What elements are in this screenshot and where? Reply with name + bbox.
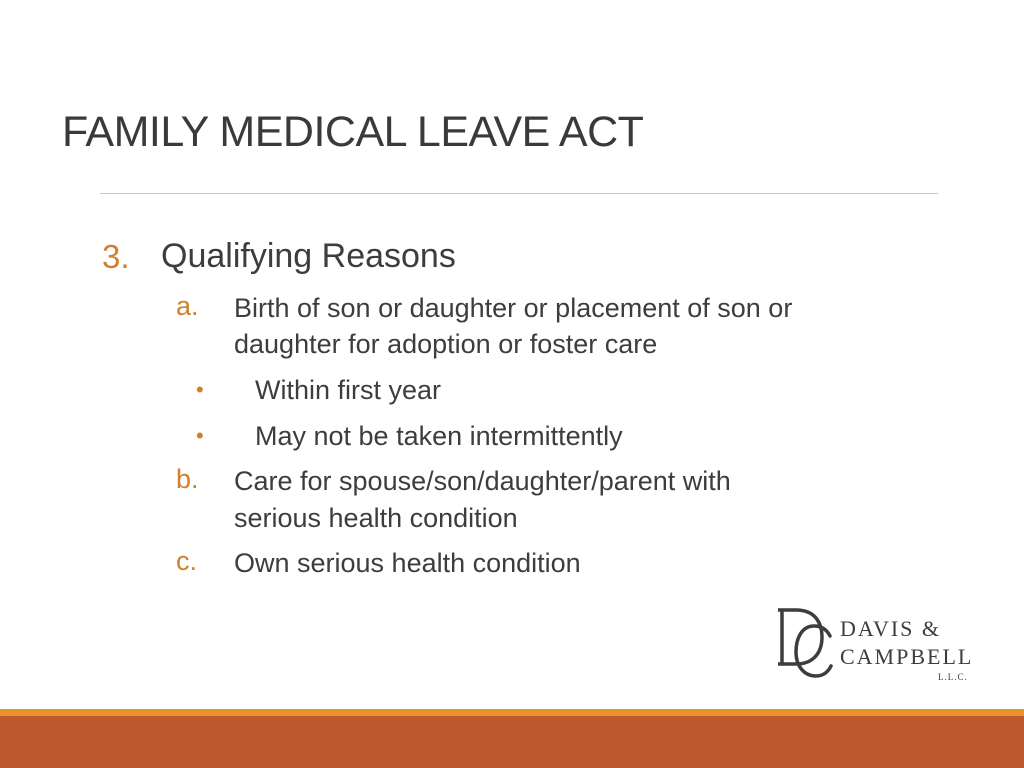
- section-number: 3.: [102, 238, 130, 275]
- item-a-line-2: daughter for adoption or foster care: [234, 329, 658, 359]
- item-b-line-2: serious health condition: [234, 503, 518, 533]
- item-c-line-1: Own serious health condition: [234, 548, 581, 578]
- item-c-marker: c.: [176, 546, 198, 576]
- item-b-marker: b.: [176, 464, 199, 494]
- item-a-marker: a.: [176, 291, 199, 321]
- bullet-icon: •: [196, 423, 204, 448]
- item-a-line-1: Birth of son or daughter or placement of son or: [234, 293, 793, 323]
- logo-name-line-1: DAVIS &: [840, 616, 942, 641]
- dc-monogram-icon: [776, 606, 838, 682]
- section-heading: Qualifying Reasons: [161, 237, 456, 275]
- slide-title: FAMILY MEDICAL LEAVE ACT: [62, 108, 644, 156]
- footer-stripe-light: [0, 709, 1024, 716]
- company-logo: [776, 604, 976, 688]
- item-a-bullet-2: May not be taken intermittently: [255, 421, 623, 451]
- logo-name-line-2: CAMPBELL: [840, 644, 974, 669]
- item-a-bullet-1: Within first year: [255, 375, 442, 405]
- footer-stripe-dark: [0, 716, 1024, 768]
- item-b-line-1: Care for spouse/son/daughter/parent with: [234, 466, 731, 496]
- bullet-icon: •: [196, 377, 204, 402]
- logo-suffix: L.L.C.: [938, 672, 968, 682]
